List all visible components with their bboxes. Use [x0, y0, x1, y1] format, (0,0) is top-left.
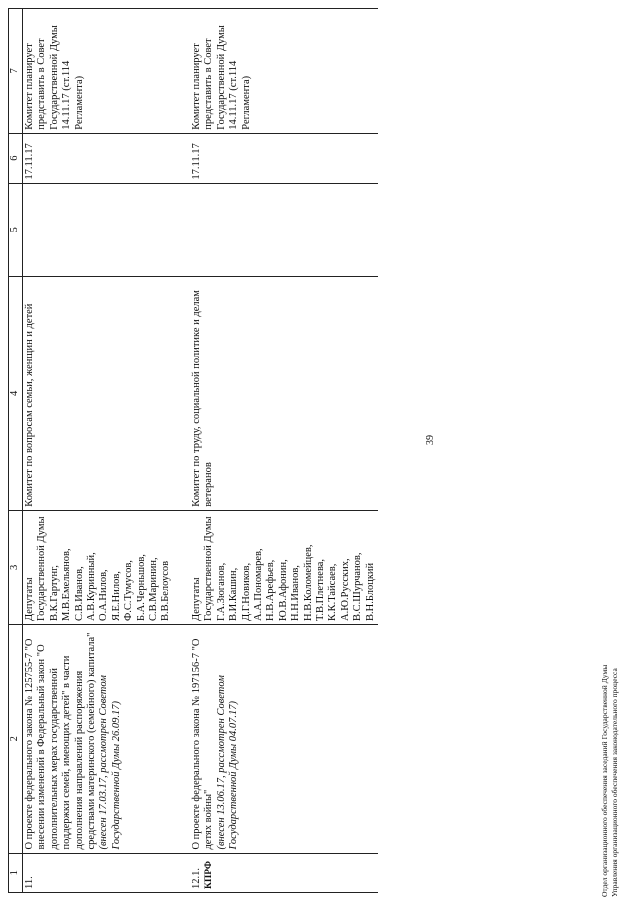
authors-heading: Депутаты Государственной Думы	[24, 516, 48, 622]
deputy-name: Н.Н.Иванов,	[290, 565, 302, 622]
row-number-cell	[190, 853, 378, 892]
table-row	[23, 9, 174, 893]
column-5-cell	[190, 183, 378, 276]
deputy-name: В.Н.Блоцкий	[364, 562, 376, 622]
page-number: 39	[425, 435, 436, 445]
date-cell: 17.11.17	[190, 133, 378, 183]
column-5-cell	[23, 183, 174, 276]
column-header: 5	[9, 183, 23, 276]
committee-cell: Комитет по труду, социальной политике и делам ветеранов	[190, 277, 378, 511]
bill-title: О проекте федерального закона № 125755-7 "О внесении изменений в Федеральный закон "О дополнительных мерах государственной поддержки семей, имеющих детей" в части дополнения направлений распоряжения средствами материнского (семейного) капитала"	[24, 632, 98, 850]
row-number: 11.	[24, 876, 35, 889]
date-cell: 17.11.17	[23, 133, 174, 183]
column-header: 4	[9, 277, 23, 511]
column-header: 1	[9, 853, 23, 892]
deputy-name: В.С.Шурчанов,	[352, 552, 364, 622]
deputy-name: Я.Е.Нилов,	[110, 571, 122, 622]
column-header: 6	[9, 133, 23, 183]
action-cell: Комитет планирует представить в Совет Государственной Думы 14.11.17 (ст.114 Регламента)	[190, 9, 378, 134]
bill-note: (внесен 17.03.17, рассмотрен Советом Государственной Думы 26.09.17)	[98, 675, 122, 850]
deputy-name: А.А.Пономарев,	[252, 548, 264, 622]
deputy-name: Д.Г.Новиков,	[240, 562, 252, 622]
deputy-name: С.В.Иванов,	[73, 566, 85, 622]
deputy-name: Г.А.Зюганов,	[215, 562, 227, 622]
column-header: 2	[9, 625, 23, 854]
deputy-name: А.В.Куринный,	[86, 552, 98, 622]
deputy-name: К.К.Тайсаев,	[327, 563, 339, 622]
faction-tag: КПРФ	[204, 860, 215, 889]
bill-note: (внесен 13.06.17, рассмотрен Советом Государственной Думы 04.07.17)	[215, 675, 240, 850]
deputy-name: М.В.Емельянов,	[61, 548, 73, 622]
deputy-name: А.Ю.Русских,	[339, 558, 351, 622]
bill-cell	[23, 625, 174, 854]
bills-table	[8, 8, 378, 893]
column-header: 3	[9, 510, 23, 624]
bill-title: О проекте федерального закона № 197156-7 "О детях войны"	[190, 638, 215, 850]
row-spacer	[174, 9, 190, 893]
authors-cell	[190, 510, 378, 624]
authors-heading: Депутаты Государственной Думы	[190, 516, 215, 622]
table-row	[190, 9, 378, 893]
deputy-name: Н.В.Коломейцев,	[302, 544, 314, 622]
footer-line: Отдел организационного обеспечения заседаний Государственной Думы	[600, 664, 609, 897]
bill-cell	[190, 625, 378, 854]
deputy-name: В.К.Гартунг,	[48, 565, 60, 622]
deputy-name: Т.В.Плетнева,	[314, 558, 326, 622]
action-cell: Комитет планирует представить в Совет Государственной Думы 14.11.17 (ст.114 Регламента)	[23, 9, 174, 134]
deputy-name: Ф.С.Тумусов,	[123, 560, 135, 622]
deputy-name: В.И.Кашин,	[228, 567, 240, 622]
deputy-name: О.А.Нилов,	[98, 569, 110, 622]
deputy-name: Б.А.Черньшов,	[135, 554, 147, 622]
committee-cell: Комитет по вопросам семьи, женщин и детей	[23, 277, 174, 511]
deputy-name: С.В.Маринин,	[148, 557, 160, 622]
page-footer	[600, 377, 620, 897]
deputy-name: Ю.В.Афонин,	[277, 559, 289, 622]
footer-line: Управления организационного обеспечения законодательного процесса	[610, 668, 619, 897]
table-header-row	[9, 9, 23, 893]
authors-cell	[23, 510, 174, 624]
row-number: 12.1.	[190, 868, 202, 889]
deputy-name: В.В.Белоусов	[160, 560, 172, 622]
column-header: 7	[9, 9, 23, 134]
row-number-cell	[23, 853, 174, 892]
deputy-name: Н.В.Арефьев,	[265, 559, 277, 622]
